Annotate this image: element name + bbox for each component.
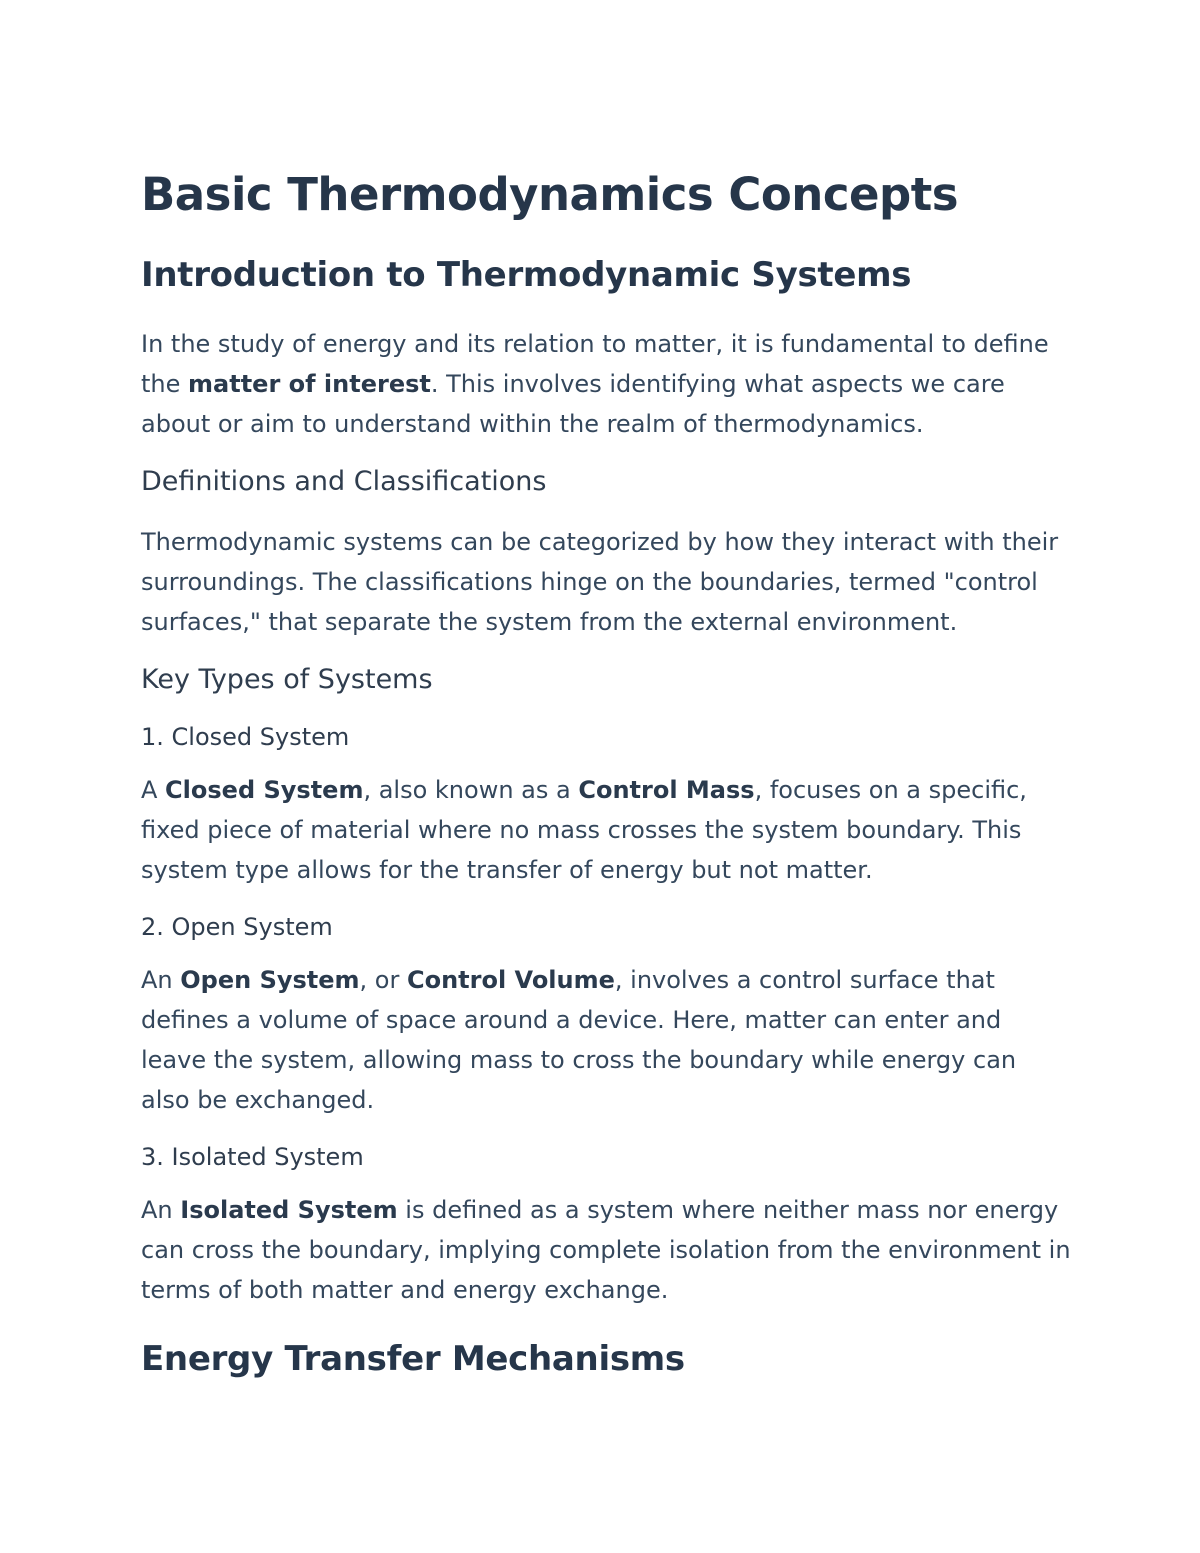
intro-text-1: In the study of energy and its relation to matter, it is fundamental to define the <box>141 330 1049 398</box>
document-title: Basic Thermodynamics Concepts <box>141 168 959 221</box>
closed-system-paragraph <box>141 770 1071 890</box>
intro-text-2: . This involves identifying what aspects we care about or aim to understand within the realm of thermodynamics. <box>141 370 1005 438</box>
definitions-paragraph: Thermodynamic systems can be categorized by how they interact with their surroundings. The classifications hinge on the boundaries, termed "control surfaces," that separate the system from the external environment. <box>141 528 1059 636</box>
open-bold-2: Control Volume <box>406 966 615 994</box>
open-bold-1: Open System <box>180 966 360 994</box>
open-text-3: , involves a control surface that defines a volume of space around a device. Here, matter can enter and leave the system, allowing mass to cross the boundary while energy can also be exchanged. <box>141 966 1017 1114</box>
closed-text-1: A <box>141 776 166 804</box>
closed-bold-1: Closed System <box>165 776 364 804</box>
isolated-bold-1: Isolated System <box>180 1196 398 1224</box>
closed-text-3: , focuses on a specific, fixed piece of material where no mass crosses the system boundary. This system type allows for the transfer of energy but not matter. <box>141 776 1027 884</box>
subheading-definitions: Definitions and Classifications <box>141 466 547 497</box>
isolated-text-2: is defined as a system where neither mass nor energy can cross the boundary, implying complete isolation from the environment in terms of both matter and energy exchange. <box>141 1196 1071 1304</box>
isolated-system-heading: 3. Isolated System <box>141 1143 364 1171</box>
closed-system-heading: 1. Closed System <box>141 723 350 751</box>
open-text-1: An <box>141 966 181 994</box>
closed-bold-2: Control Mass <box>578 776 755 804</box>
subheading-key-types: Key Types of Systems <box>141 664 433 695</box>
document-page <box>141 168 1071 1408</box>
section-heading-intro: Introduction to Thermodynamic Systems <box>141 255 912 295</box>
closed-text-2: , also known as a <box>363 776 579 804</box>
section-heading-energy-transfer: Energy Transfer Mechanisms <box>141 1339 685 1379</box>
intro-paragraph <box>141 324 1071 444</box>
open-text-2: , or <box>359 966 407 994</box>
intro-bold-matter: matter of interest <box>188 370 431 398</box>
open-system-heading: 2. Open System <box>141 913 333 941</box>
isolated-text-1: An <box>141 1196 181 1224</box>
open-system-paragraph <box>141 960 1071 1120</box>
isolated-system-paragraph <box>141 1190 1071 1310</box>
